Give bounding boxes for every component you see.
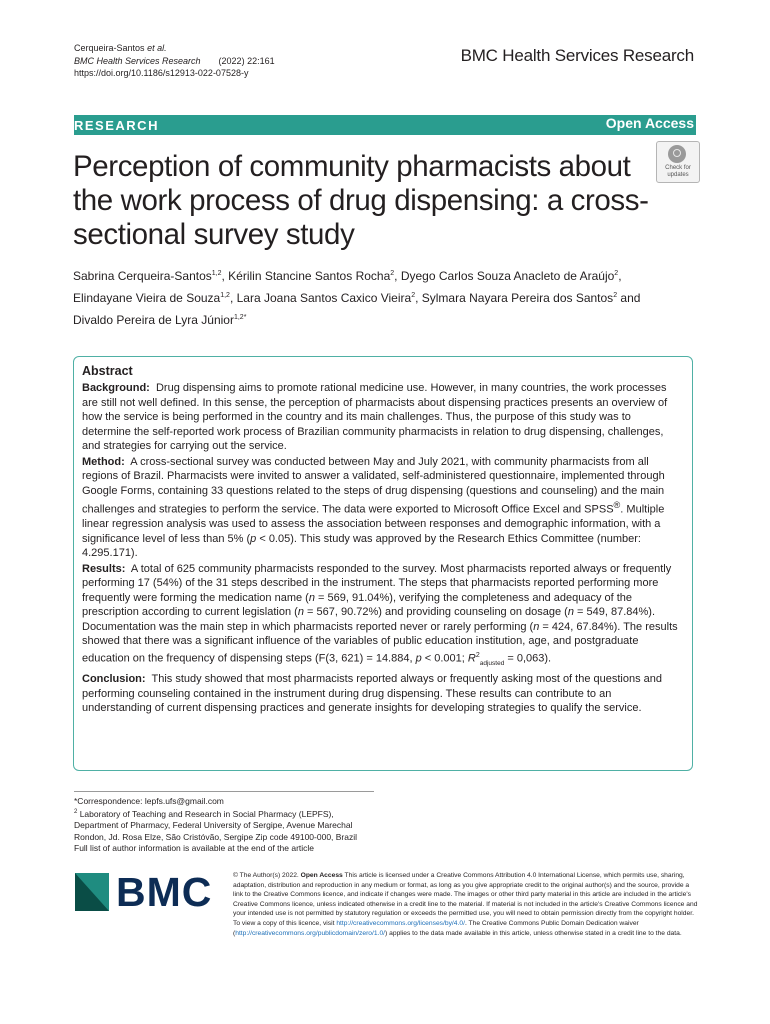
results-r-sup: 2 xyxy=(475,651,480,659)
license-open-access: Open Access xyxy=(300,872,343,879)
correspondence-block xyxy=(74,796,374,854)
author-affiliation: 2 xyxy=(614,270,619,277)
cite-authors: Cerqueira-Santos xyxy=(74,43,145,53)
method-text-a: A cross-sectional survey was conducted between May and July 2021, with community pharmacists from all regions of Brazil. Pharmacists were invited to answer a validated, self-administered questionnaire, implemented through Google Forms, containing 33 questions related to the steps of drug dispensing (questions and counseling) and the main challenges and strategies to perform the service. The data were exported to Microsoft Office Excel and SPSS xyxy=(82,455,665,516)
check-for-updates-badge[interactable] xyxy=(656,141,700,183)
affiliation-line: Rondon, Jd. Rosa Elze, São Cristóvão, Sergipe Zip code 49100-000, Brazil xyxy=(74,831,358,842)
license-link-cc-zero[interactable]: http://creativecommons.org/publicdomain/zero/1.0/ xyxy=(235,929,386,937)
license-body-b: . The Creative Commons Public Domain Dedication waiver ( xyxy=(233,919,639,937)
author-affiliation: 1,2* xyxy=(233,314,247,321)
section-label: RESEARCH xyxy=(74,118,159,133)
badge-line1: Check for xyxy=(665,165,691,171)
abstract-method xyxy=(82,455,682,561)
citation-header xyxy=(74,42,275,80)
bmc-logo xyxy=(72,869,217,915)
results-r-sub: adjusted xyxy=(479,659,505,667)
author-name[interactable]: Elindayane Vieira de Souza xyxy=(73,291,221,305)
abstract-box xyxy=(73,356,693,771)
results-label: Results: xyxy=(82,562,126,575)
article-title: Perception of community pharmacists about the work process of drug dispensing: a cross-sectional survey study xyxy=(73,150,649,251)
affiliation-number: 2 xyxy=(74,809,78,816)
abstract-heading: Abstract xyxy=(82,364,133,378)
license-lead: © The Author(s) 2022. xyxy=(233,872,301,879)
results-n: n xyxy=(308,591,315,604)
author-separator: , xyxy=(394,269,401,283)
author-separator: , xyxy=(221,269,229,283)
author-name[interactable]: Sylmara Nayara Pereira dos Santos xyxy=(421,291,614,305)
affiliation-line: Laboratory of Teaching and Research in Social Pharmacy (LEPFS), xyxy=(77,809,334,820)
author-separator: , xyxy=(618,269,622,283)
author-name[interactable]: Sabrina Cerqueira-Santos xyxy=(73,269,212,283)
license-text xyxy=(233,871,698,938)
results-p: p xyxy=(415,652,422,665)
author-affiliation: 2 xyxy=(613,292,618,299)
method-label: Method: xyxy=(82,455,125,468)
method-registered: ® xyxy=(613,500,621,510)
conclusion-label: Conclusion: xyxy=(82,673,146,685)
license-body-c: ) applies to the data made available in this article, unless otherwise stated in a credit line to the data. xyxy=(385,929,682,937)
background-text: Drug dispensing aims to promote rational medicine use. However, in many countries, the work processes are still not well defined. In this sense, the perception of pharmacists about dispensing practices presents an overview of how the service is being performed in the country and its main challenges. Thus, the purpose of this study was to determine the self-reported work process of Brazilian community pharmacists in relation to drug dispensing, challenges, and strategies for carrying out the service. xyxy=(82,382,668,452)
affiliation-line: Department of Pharmacy, Federal University of Sergipe, Avenue Marechal xyxy=(74,820,353,831)
author-affiliation: 2 xyxy=(390,270,395,277)
license-body-a: This article is licensed under a Creative Commons Attribution 4.0 International License, which permits use, sharing, adaptation, distribution and reproduction in any medium or format, as long as you give appropriate credit to the original author(s) and the source, provide a link to the Creative Commons licence, and indicate if changes were made. The images or other third party material in this article are included in the article's Creative Commons licence, unless indicated otherwise in a credit line to the material. If material is not included in the article's Creative Commons licence and your intended use is not permitted by statutory regulation or exceeds the permitted use, you will need to obtain permission directly from the copyright holder. To view a copy of this licence, visit xyxy=(233,872,698,927)
badge-line2: updates xyxy=(667,172,689,178)
author-name[interactable]: Dyego Carlos Souza Anacleto de Araújo xyxy=(400,269,615,283)
method-text-b: . Multiple linear regression analysis was used to assess the association between responses and demographic information, with a significance level of less than 5% ( xyxy=(82,503,665,545)
journal-name: BMC Health Services Research xyxy=(460,46,694,65)
author-affiliation: 1,2 xyxy=(220,292,230,299)
author-info-note: Full list of author information is available at the end of the article xyxy=(74,843,315,854)
results-text-f: < 0.001; xyxy=(421,652,468,665)
author-separator: , xyxy=(229,291,237,305)
abstract-conclusion xyxy=(82,672,682,716)
cite-journal: BMC Health Services Research xyxy=(74,55,201,66)
author-name[interactable]: Kérilin Stancine Santos Rocha xyxy=(228,269,391,283)
results-text-a: A total of 625 community pharmacists responded to the survey. Most pharmacists reported always or frequently performing 17 (54%) of the 31 steps described in the instrument. The steps that pharmacists reported performing more frequently were forming the medication name ( xyxy=(82,562,672,604)
bmc-logo-triangle-icon xyxy=(75,873,109,911)
author-affiliation: 1,2 xyxy=(211,270,222,277)
results-n: n xyxy=(533,620,540,633)
results-text-g: = 0,063). xyxy=(504,652,552,665)
author-separator: , xyxy=(415,291,422,305)
abstract-background xyxy=(82,381,682,454)
bmc-logo-text: BMC xyxy=(116,869,213,915)
abstract-results xyxy=(82,562,682,671)
license-link-cc-by[interactable]: http://creativecommons.org/licenses/by/4.0/ xyxy=(336,919,465,927)
cite-etal: et al. xyxy=(147,43,167,53)
cite-volume: (2022) 22:161 xyxy=(218,55,275,66)
check-updates-icon xyxy=(668,145,686,163)
method-p: p xyxy=(250,532,257,545)
author-affiliation: 2 xyxy=(411,292,416,299)
results-text-e: = 424, 67.84%). The results showed that there was a significant influence of the variables of public education institution, age, and postgraduate education on the frequency of dispensing steps (F(3, 621) = 14.884, xyxy=(82,620,678,665)
open-access-label: Open Access xyxy=(605,115,694,131)
author-name[interactable]: Lara Joana Santos Caxico Vieira xyxy=(236,291,412,305)
correspondence-email[interactable]: *Correspondence: lepfs.ufs@gmail.com xyxy=(74,796,224,806)
author-name[interactable]: Divaldo Pereira de Lyra Júnior xyxy=(73,313,234,327)
results-text-c: = 567, 90.72%) and providing counseling on dosage ( xyxy=(303,606,568,619)
conclusion-text: This study showed that most pharmacists reported always or frequently asking most of the questions and performing counseling contained in the instrument during drug dispensing. These results can contribute to an understanding of current dispensing practices and generate insights for developing strategies to qualify the service. xyxy=(82,673,663,714)
doi-link[interactable]: https://doi.org/10.1186/s12913-022-07528-y xyxy=(74,68,249,78)
background-label: Background: xyxy=(82,382,150,394)
footnote-divider xyxy=(74,791,374,792)
results-text-b: = 569, 91.04%), verifying the completeness and adequacy of the prescription according to current legislation ( xyxy=(82,591,633,619)
method-text-c: < 0.05). This study was approved by the Research Ethics Committee (number: 4.295.171). xyxy=(82,532,641,560)
results-n: n xyxy=(297,606,304,619)
results-n: n xyxy=(567,606,574,619)
results-text-d: = 549, 87.84%). Documentation was the main step in which pharmacists reported never or rarely performing ( xyxy=(82,606,655,633)
author-list xyxy=(73,264,703,330)
results-r: R xyxy=(467,652,476,665)
author-separator: and xyxy=(617,291,641,305)
